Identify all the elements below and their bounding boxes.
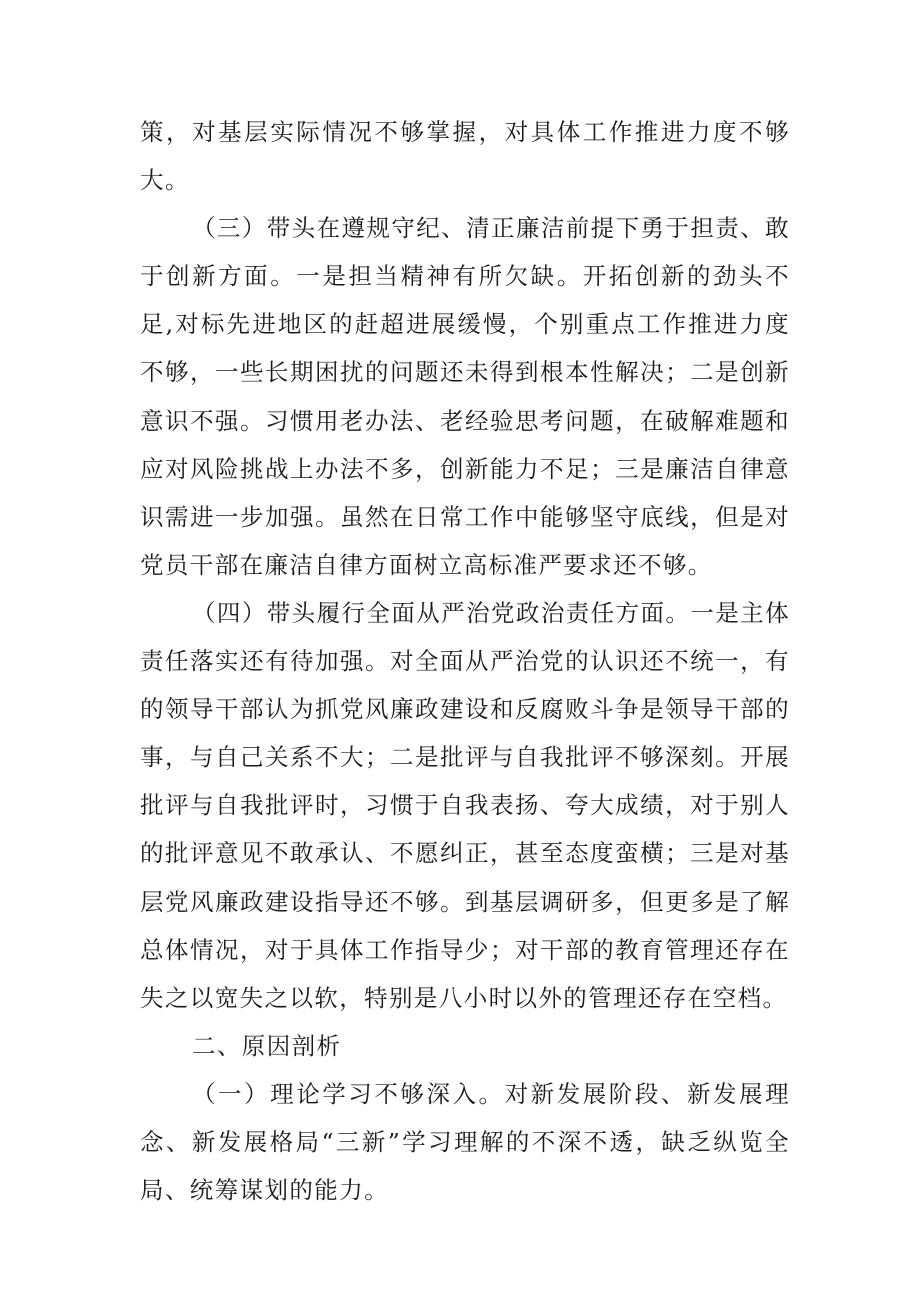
heading-cause-analysis: 二、原因剖析 bbox=[192, 1031, 342, 1060]
paragraph-cause-1: （一）理论学习不够深入。对新发展阶段、新发展理念、新发展格局“三新”学习理解的不深不透，缺乏纵览全局、统筹谋划的能力。 bbox=[140, 1079, 790, 1205]
document-body bbox=[140, 108, 790, 1214]
paragraph-section-4: （四）带头履行全面从严治党政治责任方面。一是主体责任落实还有待加强。对全面从严治党的认识还不统一，有的领导干部认为抓党风廉政建设和反腐败斗争是领导干部的事，与自己关系不大；二是批评与自我批评不够深刻。开展批评与自我批评时，习惯于自我表扬、夸大成绩，对于别人的批评意见不敢承认、不愿纠正，甚至态度蛮横；三是对基层党风廉政建设指导还不够。到基层调研多，但更多是了解总体情况，对于具体工作指导少；对干部的教育管理还存在失之以宽失之以软，特别是八小时以外的管理还存在空档。 bbox=[140, 598, 790, 1012]
paragraph-section-3: （三）带头在遵规守纪、清正廉洁前提下勇于担责、敢于创新方面。一是担当精神有所欠缺。开拓创新的劲头不足,对标先进地区的赶超进展缓慢，个别重点工作推进力度不够，一些长期困扰的问题还未得到根本性解决；二是创新意识不强。习惯用老办法、老经验思考问题，在破解难题和应对风险挑战上办法不多，创新能力不足；三是廉洁自律意识需进一步加强。虽然在日常工作中能够坚守底线，但是对党员干部在廉洁自律方面树立高标准严要求还不够。 bbox=[140, 214, 790, 579]
paragraph-continuation: 策，对基层实际情况不够掌握，对具体工作推进力度不够大。 bbox=[140, 118, 790, 195]
